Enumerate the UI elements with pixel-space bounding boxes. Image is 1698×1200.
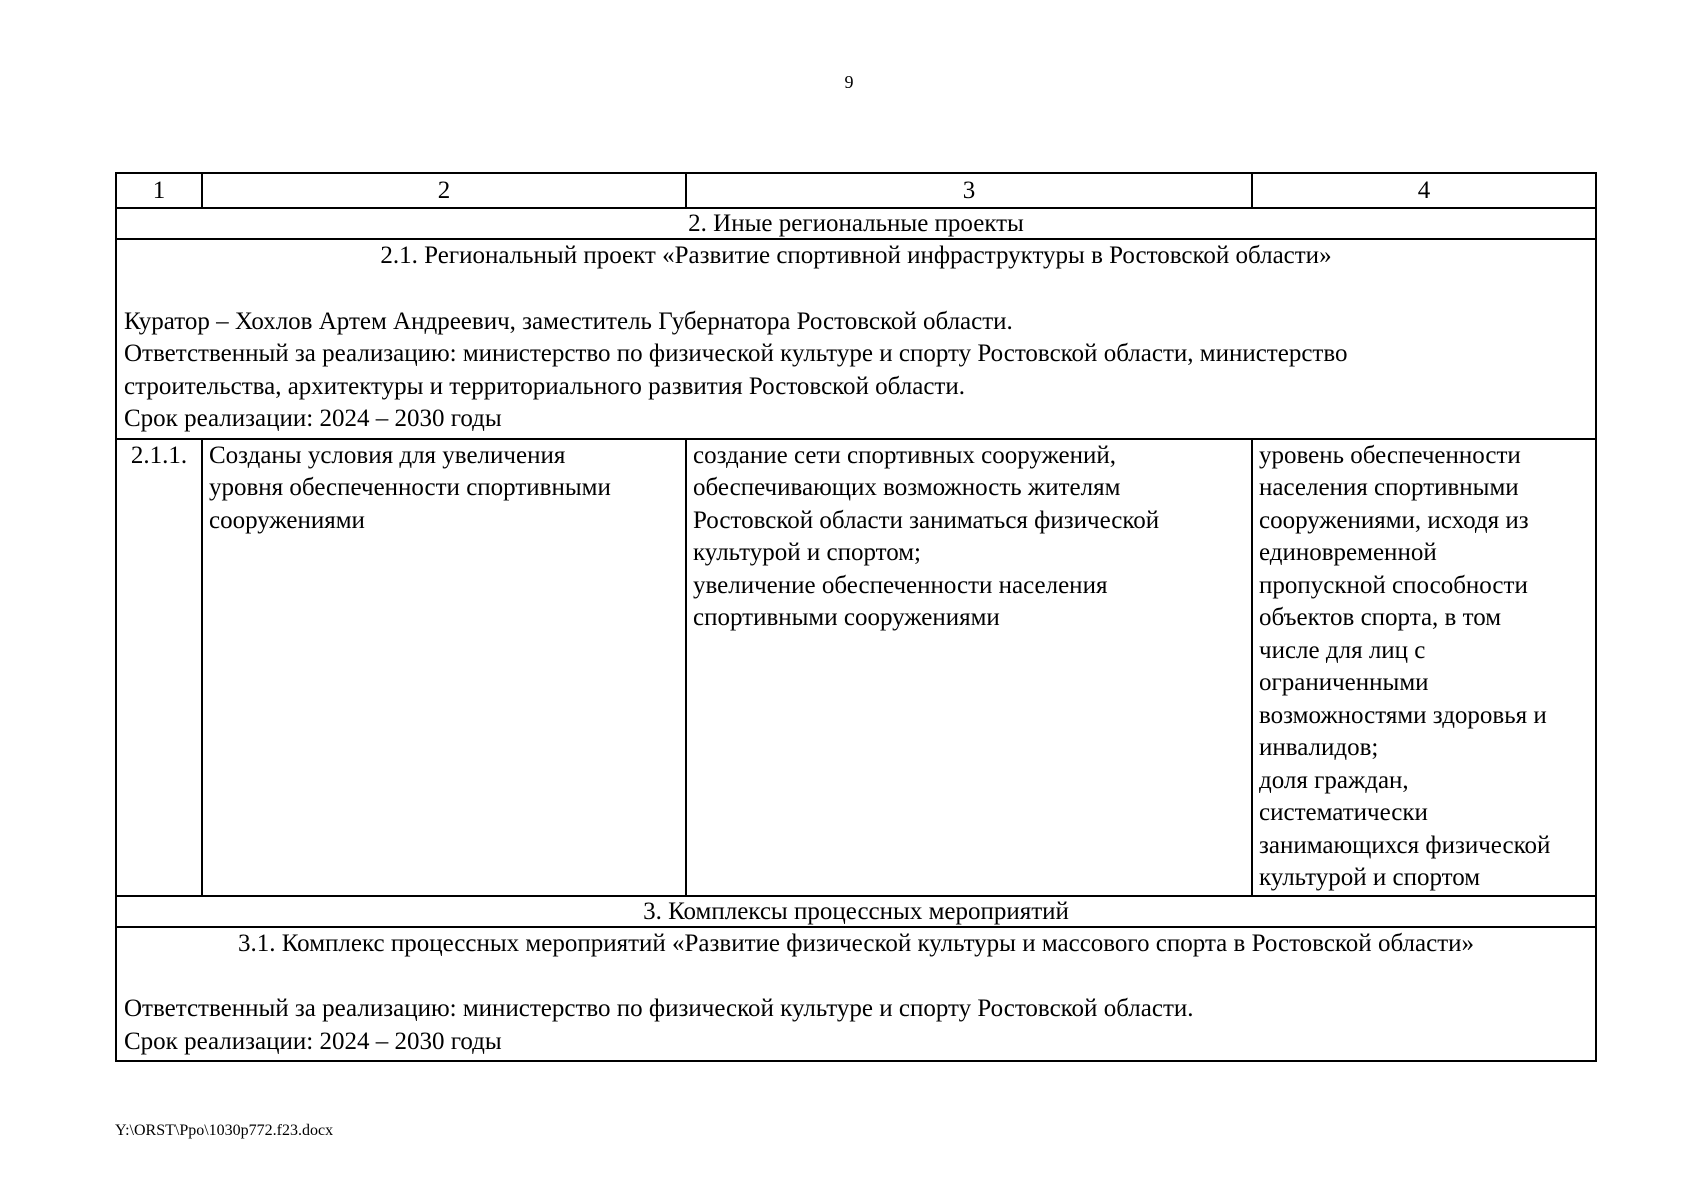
complex-3-1-row: [116, 927, 1596, 1062]
section-2-title: 2. Иные региональные проекты: [116, 208, 1596, 239]
project-responsible-line-2: строительства, архитектуры и территориального развития Ростовской области.: [124, 372, 965, 400]
complex-responsible: Ответственный за реализацию: министерство по физической культуре и спорту Ростовской области.: [124, 995, 1194, 1022]
project-curator: Куратор – Хохлов Артем Андреевич, заместитель Губернатора Ростовской области.: [124, 307, 1013, 335]
indicator-line: уровень обеспеченности: [1259, 441, 1521, 469]
spacer: [124, 960, 1588, 993]
column-number-4: 4: [1252, 173, 1596, 208]
column-number-1: 1: [116, 173, 202, 208]
indicator-line: занимающихся физической: [1259, 831, 1551, 859]
indicator-line: объектов спорта, в том: [1259, 604, 1502, 631]
effect-line: обеспечивающих возможность жителям: [693, 474, 1121, 501]
row-2-1-1-task: [202, 439, 686, 896]
effect-line: создание сети спортивных сооружений,: [693, 441, 1117, 469]
complex-3-1-cell: [116, 927, 1596, 1062]
project-responsible-line-1: Ответственный за реализацию: министерство по физической культуре и спорту Ростовской области, министерство: [124, 340, 1348, 367]
complex-3-1-title: 3.1. Комплекс процессных мероприятий «Развитие физической культуры и массового спорта в Ростовской области»: [237, 929, 1475, 957]
indicator-line: культурой и спортом: [1259, 864, 1481, 891]
indicator-line: возможностями здоровья и: [1259, 701, 1547, 729]
project-2-1-cell: [116, 239, 1596, 439]
indicator-line: населения спортивными: [1259, 474, 1519, 501]
effect-line: Ростовской области заниматься физической: [693, 506, 1160, 534]
row-2-1-1: [116, 439, 1596, 896]
row-2-1-1-indicator: [1252, 439, 1596, 896]
task-line: сооружениями: [209, 506, 365, 534]
footer-file-path: Y:\ORST\Ppo\1030p772.f23.docx: [115, 1122, 334, 1139]
task-line: уровня обеспеченности спортивными: [209, 474, 611, 501]
task-line: Созданы условия для увеличения: [209, 441, 566, 469]
indicator-line: сооружениями, исходя из: [1259, 506, 1529, 534]
row-2-1-1-effect: [686, 439, 1252, 896]
project-2-1-title: 2.1. Региональный проект «Развитие спортивной инфраструктуры в Ростовской области»: [380, 242, 1332, 269]
column-number-2: 2: [202, 173, 686, 208]
indicator-line: доля граждан,: [1259, 766, 1409, 794]
column-number-row: [116, 173, 1596, 208]
section-2-row: [116, 208, 1596, 239]
effect-line: культурой и спортом;: [693, 539, 922, 566]
indicator-line: пропускной способности: [1259, 571, 1528, 599]
effect-line: спортивными сооружениями: [693, 604, 1000, 631]
spacer: [124, 273, 1588, 306]
section-3-row: [116, 896, 1596, 927]
indicator-line: инвалидов;: [1259, 734, 1379, 761]
project-term: Срок реализации: 2024 – 2030 годы: [124, 405, 502, 432]
indicator-line: единовременной: [1259, 539, 1437, 566]
project-2-1-row: [116, 239, 1596, 439]
indicator-line: числе для лиц с: [1259, 636, 1426, 664]
row-2-1-1-number: 2.1.1.: [116, 439, 202, 896]
complex-term: Срок реализации: 2024 – 2030 годы: [124, 1027, 502, 1055]
effect-line: увеличение обеспеченности населения: [693, 571, 1108, 599]
goals-table: [115, 172, 1597, 1062]
column-number-3: 3: [686, 173, 1252, 208]
section-3-title: 3. Комплексы процессных мероприятий: [116, 896, 1596, 927]
page-number: 9: [844, 72, 854, 92]
indicator-line: систематически: [1259, 799, 1428, 826]
indicator-line: ограниченными: [1259, 669, 1429, 696]
